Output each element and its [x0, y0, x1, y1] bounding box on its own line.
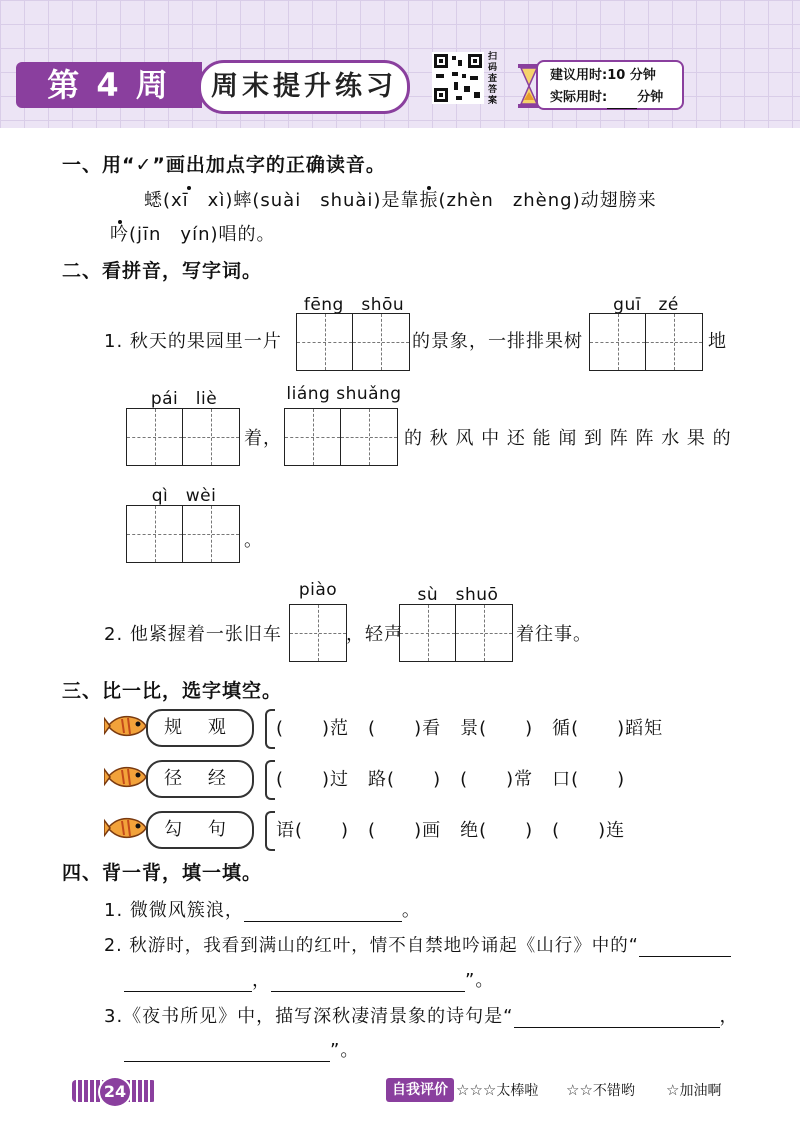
q2-item1-mid2: 着， [244, 428, 282, 449]
q1-line2: 吟(jīn yín)唱的。 [110, 224, 276, 245]
star-icon: ☆ [666, 1081, 680, 1099]
q4-item1: 1. 微微风簇浪， 。 [104, 900, 421, 921]
fish-icon [104, 711, 148, 741]
fish-icon [104, 813, 148, 843]
actual-time: 实际用时: 分钟 [550, 87, 682, 109]
q4-item3-cont: ”。 [124, 1036, 359, 1062]
rating-try[interactable]: ☆加油啊 [666, 1081, 722, 1099]
writing-grid-qiwei[interactable] [126, 505, 240, 563]
q3-row2-blanks[interactable]: ( )过 路( ) ( )常 口( ) [276, 769, 626, 790]
fish-icon [104, 762, 148, 792]
q4-item2-blank-a[interactable] [639, 956, 731, 957]
q4-item2: 2. 秋游时，我看到满山的红叶，情不自禁地吟诵起《山行》中的“ [104, 932, 731, 957]
writing-grid-piao[interactable] [289, 604, 347, 662]
writing-grid-pailie[interactable] [126, 408, 240, 466]
writing-grid-sushuo[interactable] [399, 604, 513, 662]
self-eval-label: 自我评价 [386, 1078, 454, 1102]
q4-item1-blank[interactable] [244, 921, 402, 922]
q4-item3-blank-a[interactable] [514, 1027, 720, 1028]
rating-good[interactable]: ☆☆不错哟 [566, 1081, 635, 1099]
writing-grid-guize[interactable] [589, 313, 703, 371]
char-pair-guiguan: 规 观 [146, 709, 254, 747]
pinyin-guize: guī zé [613, 295, 679, 315]
q2-item2-mid: ，轻声 [346, 624, 403, 645]
pinyin-sushuo: sù shuō [417, 585, 499, 605]
bracket [265, 760, 275, 800]
writing-grid-liangshuang[interactable] [284, 408, 398, 466]
q2-item1-suffix: 地 [708, 331, 727, 352]
pinyin-qiwei: qì wèi [151, 486, 217, 506]
bracket [265, 811, 275, 851]
q4-item2-cont: ， ”。 [124, 966, 494, 992]
q2-item2-end: 着往事。 [516, 624, 592, 645]
suggested-time: 建议用时:10 分钟 [550, 68, 656, 83]
q4-item2-blank-b[interactable] [124, 991, 252, 992]
rating-great[interactable]: ☆☆☆太棒啦 [456, 1081, 539, 1099]
q2-item1-prefix: 1. 秋天的果园里一片 [104, 331, 282, 352]
pinyin-piao: piào [298, 580, 338, 600]
q4-title: 四、背一背，填一填。 [62, 862, 263, 884]
q2-item1-mid3: 的 秋 风 中 还 能 闻 到 阵 阵 水 果 的 [404, 428, 732, 449]
qr-caption: 扫码查答案 [488, 52, 498, 106]
q4-item3-blank-b[interactable] [124, 1061, 330, 1062]
star-icon: ☆☆ [566, 1081, 593, 1099]
q3-row3-blanks[interactable]: 语( ) ( )画 绝( ) ( )连 [276, 820, 626, 841]
actual-time-blank[interactable] [607, 108, 637, 109]
writing-grid-fengshou[interactable] [296, 313, 410, 371]
q3-title: 三、比一比，选字填空。 [62, 680, 283, 702]
qr-code-icon[interactable] [432, 52, 484, 104]
q2-item1-mid1: 的景象，一排排果树 [412, 331, 583, 352]
pinyin-liangshuang: liáng shuǎng [286, 384, 402, 404]
bracket [265, 709, 275, 749]
time-box [536, 60, 684, 110]
q1-title: 一、用“✓”画出加点字的正确读音。 [62, 154, 386, 176]
char-pair-gouju: 勾 句 [146, 811, 254, 849]
char-pair-jingjing: 径 经 [146, 760, 254, 798]
q4-item3: 3.《夜书所见》中，描写深秋凄清景象的诗句是“ ， [104, 1006, 739, 1027]
week-badge: 第 4 周 [16, 62, 202, 108]
pinyin-fengshou: fēng shōu [303, 295, 405, 315]
star-icon: ☆☆☆ [456, 1081, 497, 1099]
q2-item2-prefix: 2. 他紧握着一张旧车 [104, 624, 282, 645]
page-number: 24 [98, 1076, 132, 1108]
q2-item1-end: 。 [244, 530, 263, 551]
q1-line1: 蟋(xī xì)蟀(suài shuài)是靠振(zhèn zhèng)动翅膀来 [144, 190, 657, 211]
section-title: 周末提升练习 [198, 60, 410, 114]
q2-title: 二、看拼音，写字词。 [62, 260, 263, 282]
q4-item2-blank-c[interactable] [271, 991, 465, 992]
q3-row1-blanks[interactable]: ( )范 ( )看 景( ) 循( )蹈矩 [276, 718, 664, 739]
pinyin-pailie: pái liè [150, 389, 218, 409]
